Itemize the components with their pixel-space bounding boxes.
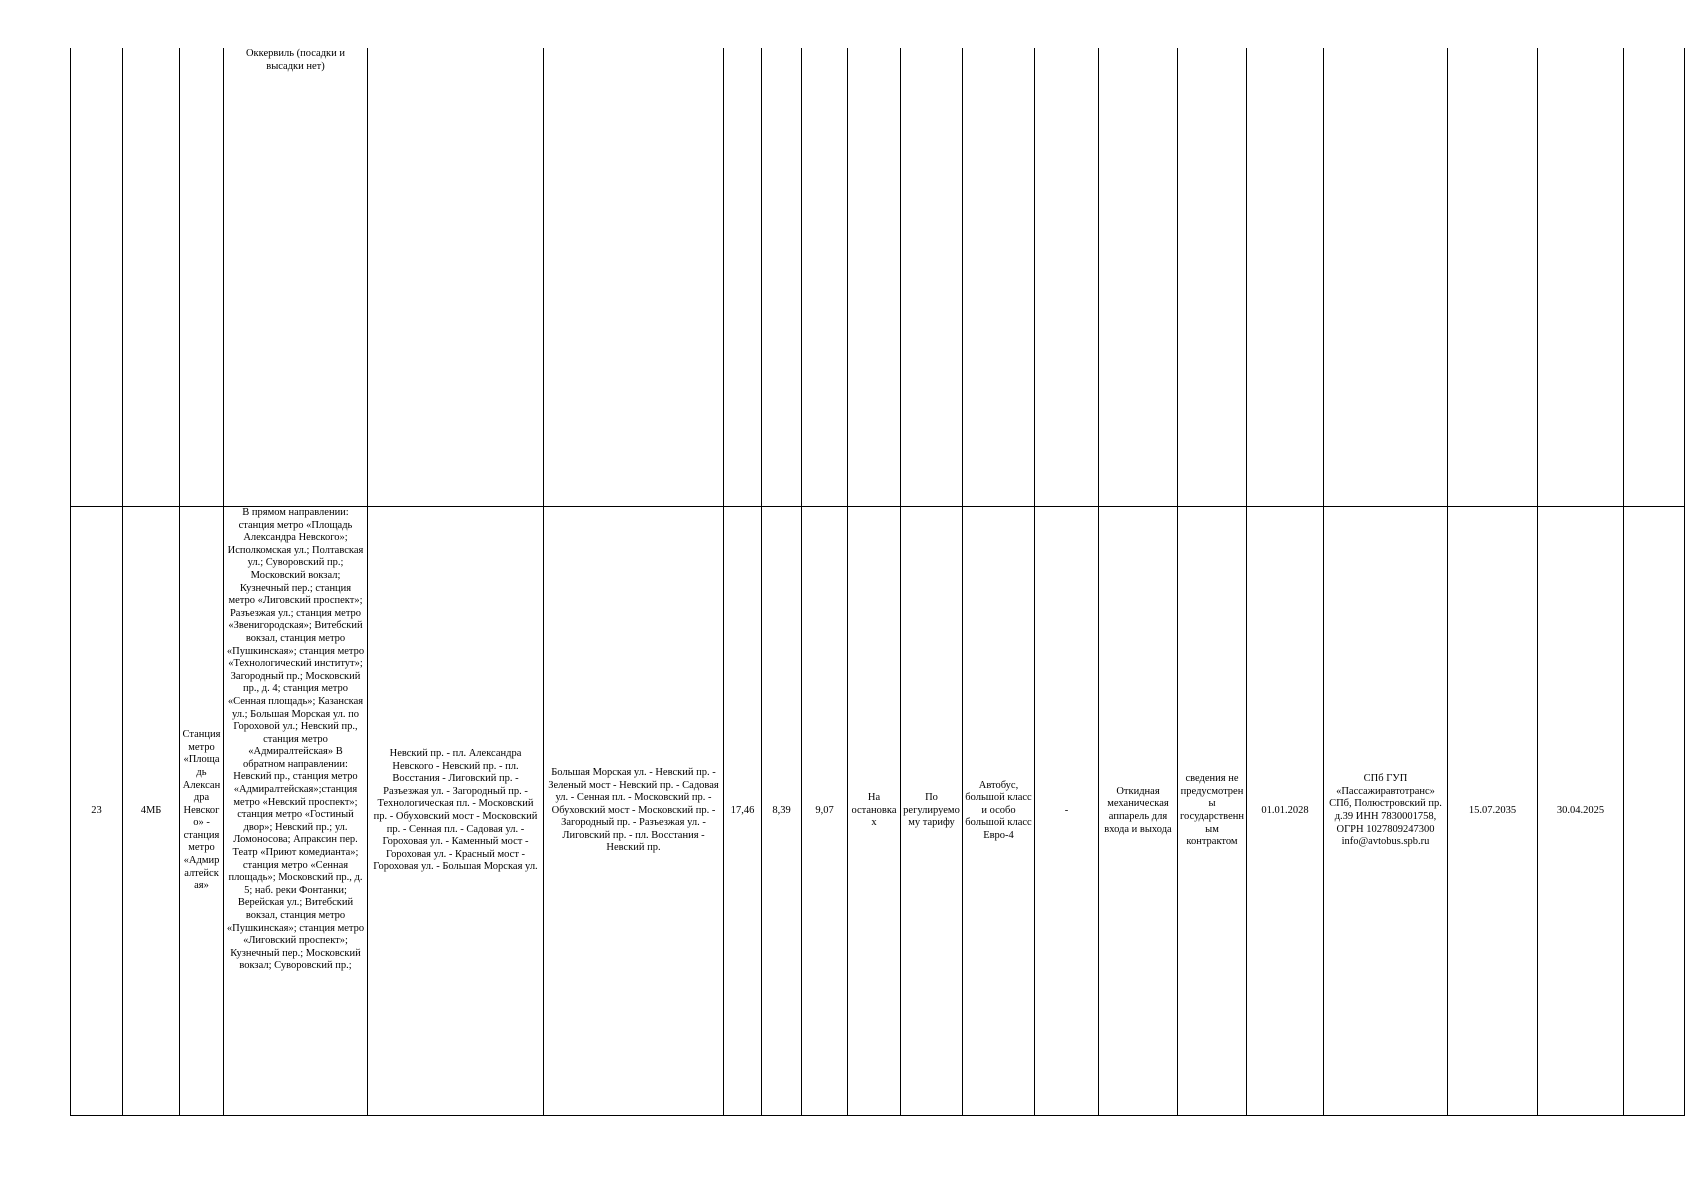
tariff-cell: По регулируемому тарифу bbox=[901, 507, 963, 1116]
continuation-row bbox=[71, 48, 1685, 507]
length-forward-cell: 8,39 bbox=[762, 507, 802, 1116]
route-name-cell: Станция метро «Площадь Александра Невского» - станция метро «Адмиралтейская» bbox=[180, 507, 224, 1116]
route-code-cell: 4МБ bbox=[123, 507, 180, 1116]
route-register-table bbox=[70, 48, 1685, 1116]
start-date-cell: 01.01.2028 bbox=[1247, 507, 1324, 1116]
cell bbox=[1178, 48, 1247, 507]
boarding-order-cell: На остановках bbox=[848, 507, 901, 1116]
date-3-cell: 30.04.2025 bbox=[1538, 507, 1624, 1116]
length-total-cell: 17,46 bbox=[724, 507, 762, 1116]
cell bbox=[802, 48, 848, 507]
cell bbox=[71, 48, 123, 507]
cell bbox=[848, 48, 901, 507]
length-backward-cell: 9,07 bbox=[802, 507, 848, 1116]
vehicle-cell: Автобус, большой класс и особо большой класс Евро-4 bbox=[963, 507, 1035, 1116]
cell bbox=[963, 48, 1035, 507]
cell bbox=[1099, 48, 1178, 507]
cell bbox=[180, 48, 224, 507]
route-row bbox=[71, 507, 1685, 1116]
empty-cell: - bbox=[1035, 507, 1099, 1116]
contract-cell: сведения не предусмотрены государственным контрактом bbox=[1178, 507, 1247, 1116]
cell bbox=[544, 48, 724, 507]
route-number-cell: 23 bbox=[71, 507, 123, 1116]
stops-cell: В прямом направлении: станция метро «Площадь Александра Невского»; Исполкомская ул.; Полтавская ул.; Суворовский пр.; Московский вокзал; Кузнечный пер.; станция метро «Лиговский проспект»; Разъезжая ул.; станция метро «Звенигородская»; Витебский вокзал, станция метро «Пушкинская»; станция метро «Технологический институт»; Загородный пр.; Московский пр., д. 4; станция метро «Сенная площадь»; Казанская ул.; Большая Морская ул. по Гороховой ул.; Невский пр., станция метро «Адмиралтейская» В обратном направлении: Невский пр., станция метро «Адмиралтейская»;станция метро «Невский проспект»; станция метро «Гостиный двор»; Невский пр.; ул. Ломоносова; Апраксин пер. Театр «Приют комедианта»; станция метро «Сенная площадь»; Московский пр., д. 5; наб. реки Фонтанки; Верейская ул.; Витебский вокзал, станция метро «Пушкинская»; станция метро «Лиговский проспект»; Кузнечный пер.; Московский вокзал; Суворовский пр.; bbox=[224, 507, 368, 1116]
doors-cell: Откидная механическая аппарель для входа и выхода bbox=[1099, 507, 1178, 1116]
streets-forward-cell: Невский пр. - пл. Александра Невского - Невский пр. - пл. Восстания - Лиговский пр. - Разъезжая ул. - Загородный пр. - Технологическая пл. - Московский пр. - Обуховский мост - Московский пр. - Сенная пл. - Садовая ул. - Гороховая ул. - Каменный мост - Гороховая ул. - Красный мост - Гороховая ул. - Большая Морская ул. bbox=[368, 507, 544, 1116]
cell bbox=[1035, 48, 1099, 507]
cell bbox=[1624, 48, 1685, 507]
route-path-tail-cell: Оккервиль (посадки и высадки нет) bbox=[224, 48, 368, 507]
streets-backward-cell: Большая Морская ул. - Невский пр. - Зеленый мост - Невский пр. - Садовая ул. - Сенная пл. - Московский пр. - Обуховский мост - Московский пр. - Загородный пр. - Разъезжая ул. - Лиговский пр. - пл. Восстания - Невский пр. bbox=[544, 507, 724, 1116]
cell bbox=[368, 48, 544, 507]
cell bbox=[724, 48, 762, 507]
cell bbox=[762, 48, 802, 507]
cell bbox=[123, 48, 180, 507]
cell bbox=[1624, 507, 1685, 1116]
cell bbox=[1538, 48, 1624, 507]
carrier-cell: СПб ГУП «Пассажиравтотранс» СПб, Полюстровский пр. д.39 ИНН 7830001758, ОГРН 1027809247300 info@avtobus.spb.ru bbox=[1324, 507, 1448, 1116]
date-2-cell: 15.07.2035 bbox=[1448, 507, 1538, 1116]
cell bbox=[1324, 48, 1448, 507]
cell bbox=[901, 48, 963, 507]
cell bbox=[1448, 48, 1538, 507]
cell bbox=[1247, 48, 1324, 507]
